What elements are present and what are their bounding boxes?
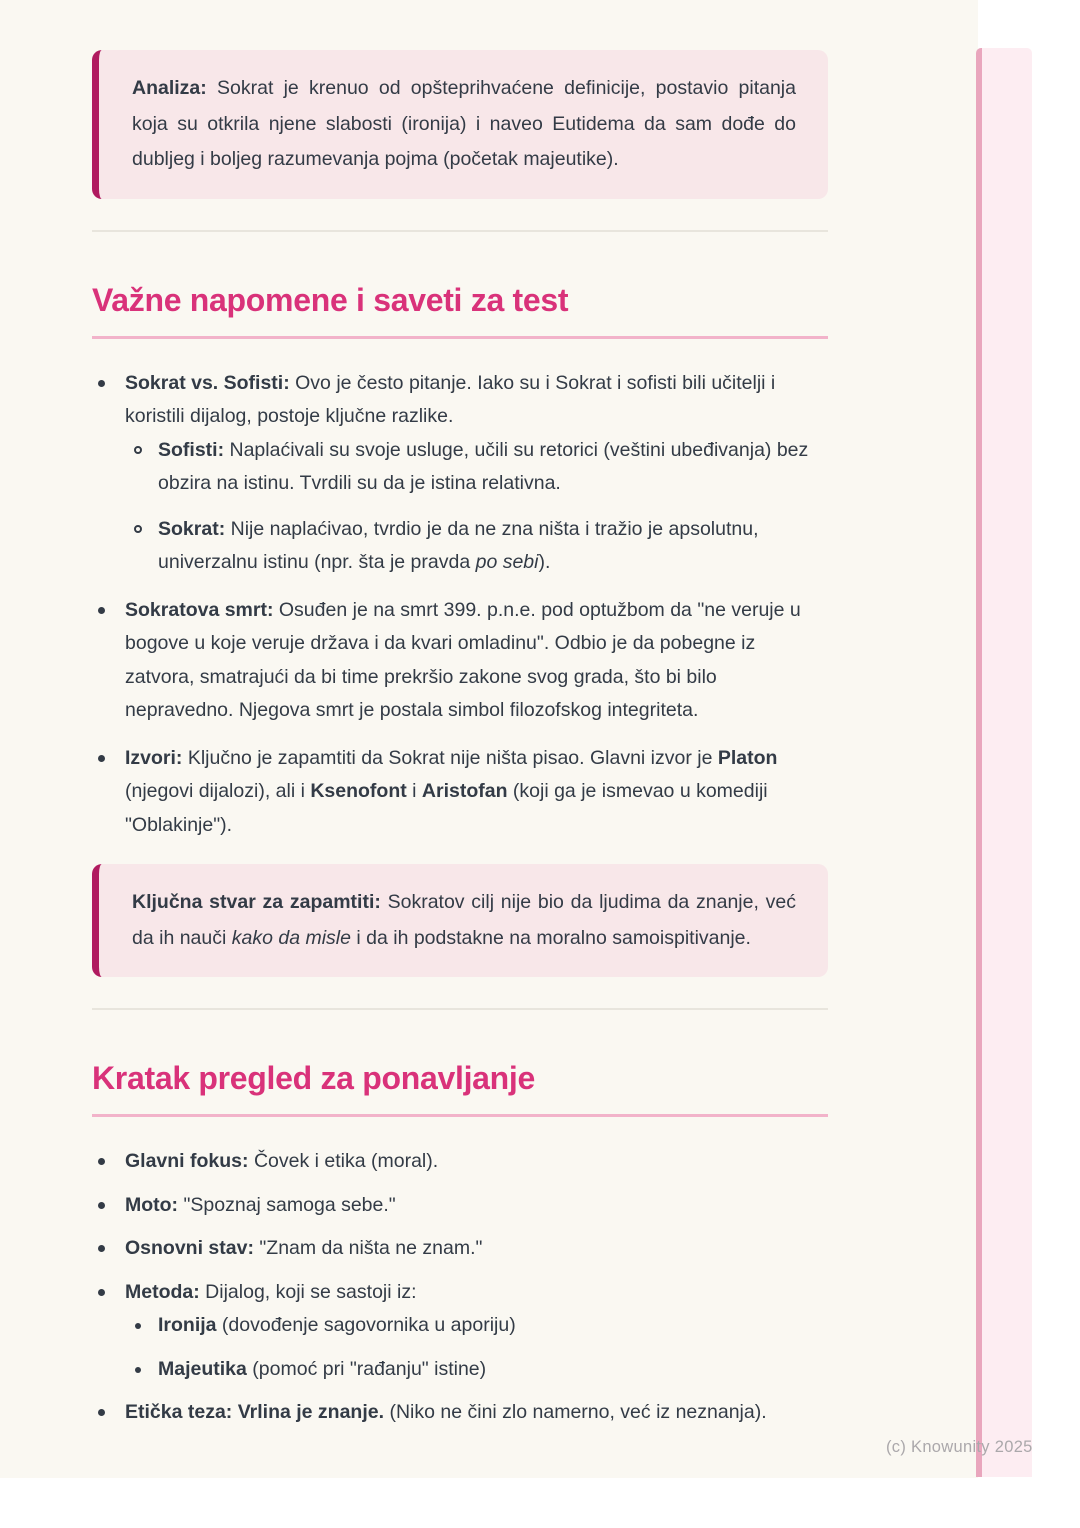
- list-item-text: Sokrat vs. Sofisti: Ovo je često pitanje. Iako su i Sokrat i sofisti bili učitelji i koristili dijalog, postoje ključne razlike.: [125, 371, 776, 427]
- list-item-text: Sokrat: Nije naplaćivao, tvrdio je da ne zna ništa i tražio je apsolutnu, univerzalnu istinu (npr. šta je pravda po sebi).: [158, 517, 759, 573]
- list-item-eticka-teza: [92, 1396, 828, 1430]
- bullet-icon: [135, 1323, 141, 1329]
- list-item-sofisti: [125, 434, 828, 501]
- list-item-sokrat-vs-sofisti: [92, 367, 828, 580]
- bullet-icon: [98, 1409, 105, 1416]
- heading-underline-napomene: [92, 280, 828, 339]
- section-heading-napomene: Važne napomene i saveti za test: [92, 281, 569, 318]
- metoda-sublist: [125, 1309, 828, 1386]
- copyright-watermark: (c) Knowunity 2025: [886, 1438, 1033, 1456]
- bullet-icon: [98, 380, 105, 387]
- list-item-text: Moto: "Spoznaj samoga sebe.": [125, 1193, 396, 1216]
- section-heading-pregled: Kratak pregled za ponavljanje: [92, 1060, 536, 1096]
- list-item-text: Ironija (dovođenje sagovornika u aporiju): [158, 1314, 516, 1336]
- section-divider: [92, 1008, 828, 1010]
- pregled-list: [92, 1145, 828, 1430]
- list-item-text: Etička teza: Vrlina je znanje. (Niko ne čini zlo namerno, već iz neznanja).: [125, 1401, 767, 1423]
- key-point-callout-text: Ključna stvar za zapamtiti: Sokratov cilj nije bio da ljudima da znanje, već da ih nauči kako da misle i da ih podstakne na moralno samoispitivanje.: [132, 891, 796, 949]
- section-divider: [92, 230, 828, 232]
- page-edge-strip: [976, 48, 1032, 1477]
- list-item-text: Glavni fokus: Čovek i etika (moral).: [125, 1150, 439, 1172]
- bullet-icon: [98, 755, 105, 762]
- analysis-callout-text: Analiza: Sokrat je krenuo od opšteprihvaćene definicije, postavio pitanja koja su otkrila njene slabosti (ironija) i naveo Eutidema da sam dođe do dubljeg i boljeg razumevanja pojma (početak majeutike).: [132, 77, 796, 170]
- list-item-majeutika: [125, 1353, 828, 1387]
- sokrat-sofisti-sublist: [125, 434, 828, 580]
- list-item-text: Majeutika (pomoć pri "rađanju" istine): [158, 1357, 487, 1380]
- list-item-sokrat: [125, 513, 828, 580]
- bullet-icon: [98, 1158, 105, 1165]
- bullet-icon: [98, 1289, 105, 1296]
- list-item-text: Osnovni stav: "Znam da ništa ne znam.": [125, 1237, 483, 1259]
- napomene-list: [92, 367, 828, 843]
- list-item-metoda: [92, 1276, 828, 1387]
- page-content: [92, 50, 828, 1430]
- list-item-ironija: [125, 1309, 828, 1343]
- list-item-text: Sofisti: Naplaćivali su svoje usluge, učili su retorici (veštini ubeđivanja) bez obzira na istinu. Tvrdili su da je istina relativna.: [158, 438, 809, 494]
- list-item-text: Sokratova smrt: Osuđen je na smrt 399. p.n.e. pod optužbom da "ne veruje u bogove u koje veruje država i da kvari omladinu". Odbio je da pobegne iz zatvora, smatrajući da bi time prekršio zakone svog grada, što bi bilo nepravedno. Njegova smrt je postala simbol filozofskog integriteta.: [125, 598, 801, 721]
- bullet-icon: [98, 1202, 105, 1209]
- bullet-icon: [135, 1367, 141, 1373]
- list-item-izvori: [92, 742, 828, 843]
- list-item-text: Metoda: Dijalog, koji se sastoji iz:: [125, 1280, 417, 1303]
- analysis-callout: [92, 50, 828, 199]
- list-item-text: Izvori: Ključno je zapamtiti da Sokrat nije ništa pisao. Glavni izvor je Platon (njegovi dijalozi), ali i Ksenofont i Aristofan (koji ga je ismevao u komediji "Oblakinje").: [125, 746, 778, 836]
- heading-underline-pregled: [92, 1058, 828, 1117]
- key-point-callout: [92, 864, 828, 977]
- list-item-moto: [92, 1189, 828, 1223]
- list-item-osnovni-stav: [92, 1232, 828, 1266]
- circle-bullet-icon: [134, 525, 142, 533]
- circle-bullet-icon: [134, 446, 142, 454]
- list-item-glavni-fokus: [92, 1145, 828, 1179]
- list-item-sokratova-smrt: [92, 594, 828, 728]
- bullet-icon: [98, 607, 105, 614]
- bullet-icon: [98, 1245, 105, 1252]
